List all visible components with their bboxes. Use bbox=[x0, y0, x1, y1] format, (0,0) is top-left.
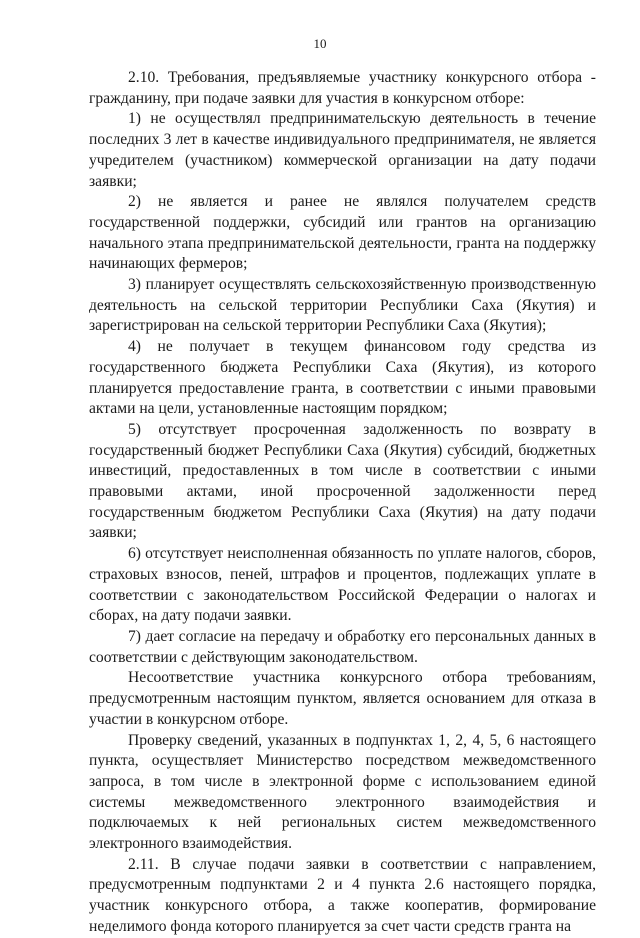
paragraph-item-3: 3) планирует осуществлять сельскохозяйственную производственную деятельность на сельской территории Республики Саха (Якутия) и зарегистрирован на сельской территории Республики Саха (Якутия); bbox=[89, 276, 596, 335]
document-body bbox=[89, 68, 596, 938]
paragraph-noncompliance: Несоответствие участника конкурсного отбора требованиям, предусмотренным настоящим пунктом, является основанием для отказа в участии в конкурсном отборе. bbox=[89, 669, 596, 728]
paragraph-item-6: 6) отсутствует неисполненная обязанность по уплате налогов, сборов, страховых взносов, пеней, штрафов и процентов, подлежащих уплате в соответствии с законодательством Российской Федерации о налогах и сборах, на дату подачи заявки. bbox=[89, 545, 596, 625]
paragraph-verification: Проверку сведений, указанных в подпунктах 1, 2, 4, 5, 6 настоящего пункта, осуществляет Министерство посредством межведомственного запроса, в том числе в электронной форме с использованием единой системы межведомственного электронного взаимодействия и подключаемых к ней региональных систем межведомственного электронного взаимодействия. bbox=[89, 731, 596, 853]
paragraph-item-1: 1) не осуществлял предпринимательскую деятельность в течение последних 3 лет в качестве индивидуального предпринимателя, не является учредителем (участником) коммерческой организации на дату подачи заявки; bbox=[89, 110, 596, 190]
paragraph-2-11: 2.11. В случае подачи заявки в соответствии с направлением, предусмотренным подпунктами 2 и 4 пункта 2.6 настоящего порядка, участник конкурсного отбора, а также кооператив, формирование неделимого фонда которого планируется за счет части средств гранта на bbox=[89, 855, 596, 935]
paragraph-item-7: 7) дает согласие на передачу и обработку его персональных данных в соответствии с действующим законодательством. bbox=[89, 627, 596, 666]
paragraph-2-10-intro: 2.10. Требования, предъявляемые участнику конкурсного отбора - гражданину, при подаче заявки для участия в конкурсном отборе: bbox=[89, 69, 596, 107]
page-number: 10 bbox=[313, 36, 327, 51]
paragraph-item-5: 5) отсутствует просроченная задолженность по возврату в государственный бюджет Республики Саха (Якутия) субсидий, бюджетных инвестиций, предоставленных в том числе в соответствии с иными правовыми актами, иной просроченной задолженности перед государственным бюджетом Республики Саха (Якутия) на дату подачи заявки; bbox=[89, 420, 596, 542]
paragraph-item-4: 4) не получает в текущем финансовом году средства из государственного бюджета Республики Саха (Якутия), из которого планируется предоставление гранта, в соответствии с иными правовыми актами на цели, установленные настоящим порядком; bbox=[89, 338, 596, 418]
paragraph-item-2: 2) не является и ранее не являлся получателем средств государственной поддержки, субсидий или грантов на организацию начального этапа предпринимательской деятельности, гранта на поддержку начинающих фермеров; bbox=[89, 193, 596, 273]
